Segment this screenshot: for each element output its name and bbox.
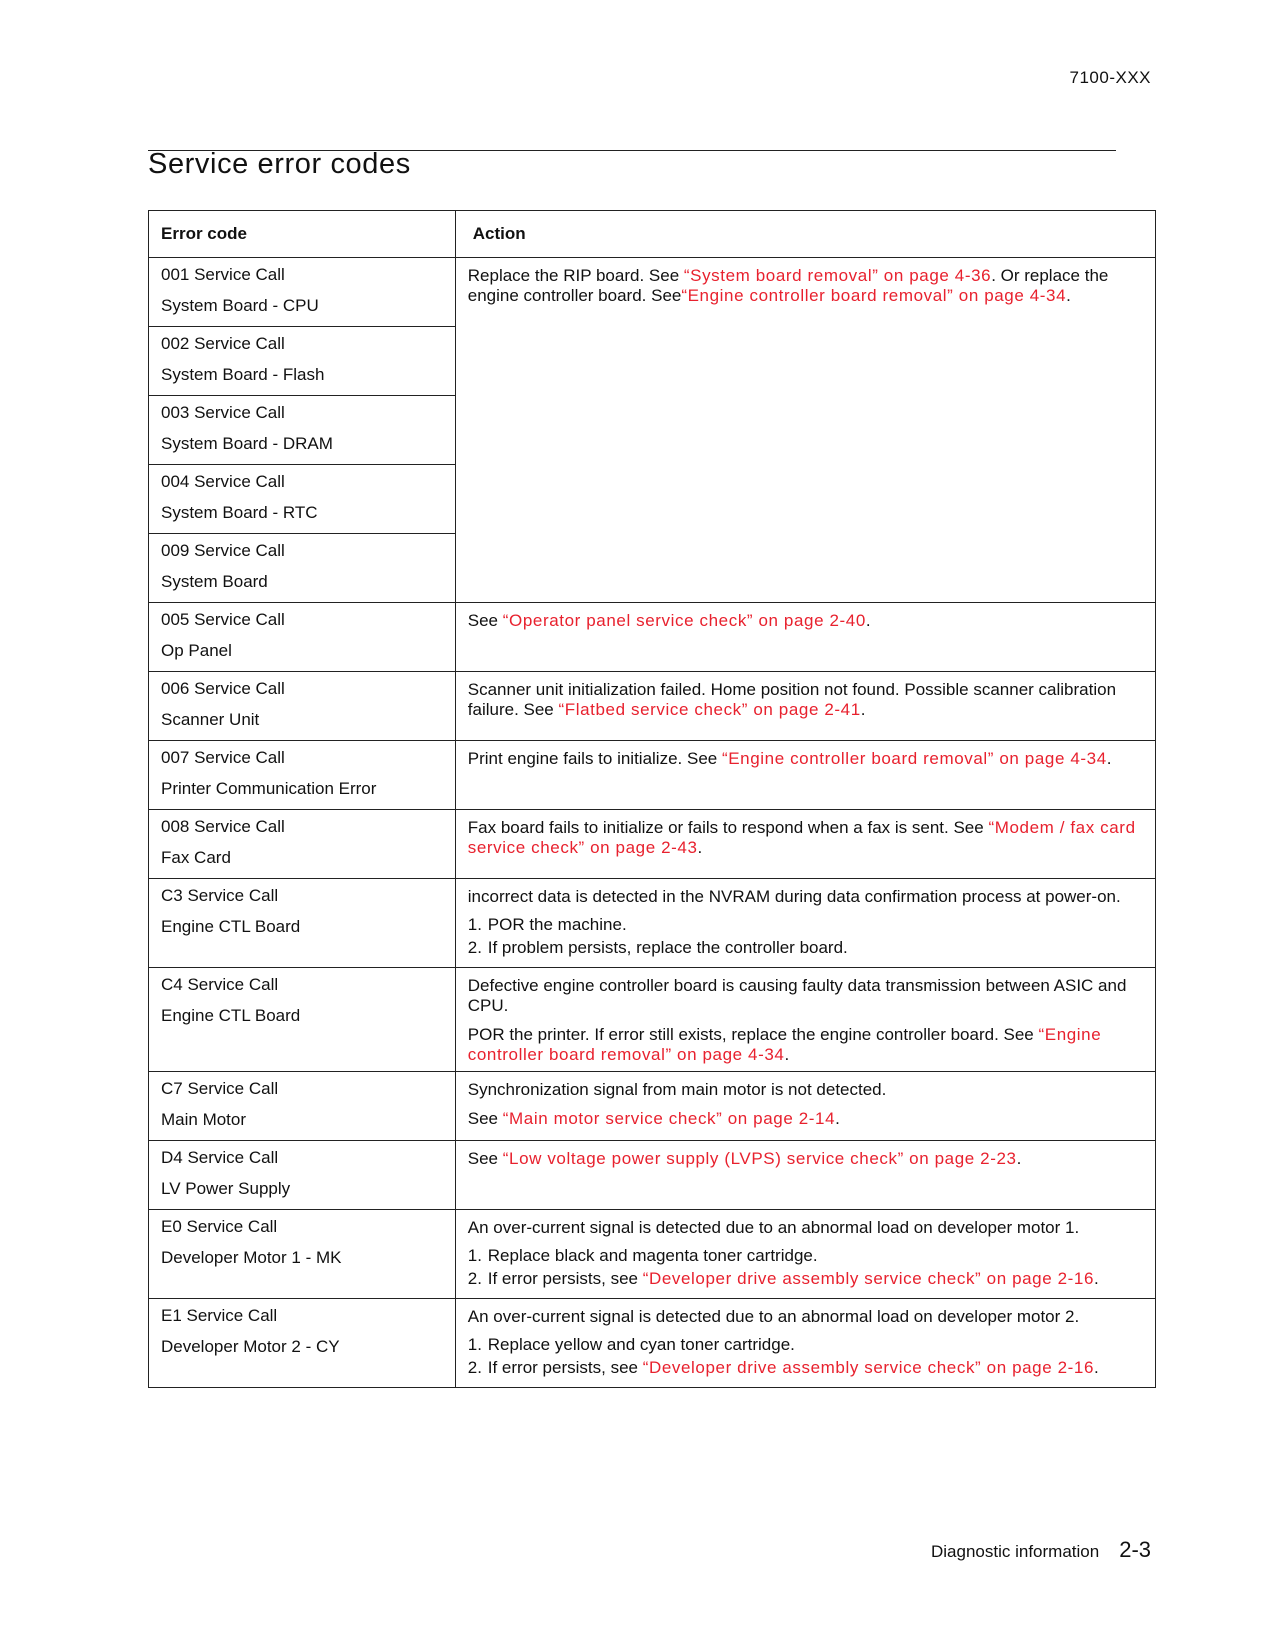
error-component: LV Power Supply [161, 1179, 291, 1198]
action-step [468, 1335, 1143, 1355]
table-body [149, 258, 1156, 1388]
cross-reference-link[interactable]: “Flatbed service check” on page 2-41 [558, 700, 861, 719]
error-code-cell [149, 1210, 456, 1299]
action-text: . [835, 1109, 840, 1128]
step-number: 1. [467, 1246, 482, 1265]
action-text: . [860, 700, 866, 719]
action-text: See [467, 611, 503, 630]
action-text: An over-current signal is detected due to an abnormal load on developer motor 2. [467, 1307, 1080, 1326]
page-title: Service error codes [148, 148, 411, 180]
error-code: C4 Service Call [161, 975, 279, 994]
error-code: 001 Service Call [161, 265, 285, 284]
error-code-cell [149, 879, 456, 968]
action-paragraph [468, 1109, 1143, 1129]
error-code: E1 Service Call [161, 1306, 278, 1325]
error-code-cell [149, 465, 456, 534]
error-code-cell [149, 534, 456, 603]
column-header-error-code: Error code [149, 211, 456, 258]
error-component: Scanner Unit [161, 710, 260, 729]
cross-reference-link[interactable]: “Developer drive assembly service check” on page 2-16 [642, 1358, 1095, 1377]
error-component: Op Panel [161, 641, 232, 660]
action-cell [455, 741, 1155, 810]
error-code-table [148, 210, 1156, 1388]
error-code-cell [149, 968, 456, 1072]
action-text: . [697, 838, 703, 857]
table-row [149, 1141, 1156, 1210]
action-paragraph [468, 887, 1143, 907]
error-component: Engine CTL Board [161, 917, 301, 936]
error-code: D4 Service Call [161, 1148, 279, 1167]
table-row [149, 1299, 1156, 1388]
action-steps [468, 1335, 1143, 1378]
page-footer [931, 1537, 1151, 1563]
action-text: Fax board fails to initialize or fails to respond when a fax is sent. See [467, 818, 989, 837]
error-code-cell [149, 810, 456, 879]
error-code: 008 Service Call [161, 817, 285, 836]
action-cell [455, 879, 1155, 968]
table-row [149, 741, 1156, 810]
error-code-cell [149, 1299, 456, 1388]
error-component: Engine CTL Board [161, 1006, 301, 1025]
page-number: 2-3 [1119, 1537, 1151, 1562]
cross-reference-link[interactable]: “Engine controller board removal” on page 4-34 [721, 749, 1107, 768]
action-text: If error persists, see [487, 1358, 643, 1377]
error-code: C3 Service Call [161, 886, 279, 905]
error-component: Developer Motor 2 - CY [161, 1337, 340, 1356]
error-code: 003 Service Call [161, 403, 285, 422]
step-number: 1. [467, 915, 482, 934]
error-component: System Board - Flash [161, 365, 325, 384]
step-number: 1. [467, 1335, 482, 1354]
error-code-cell [149, 672, 456, 741]
action-paragraph [468, 1080, 1143, 1100]
table-row [149, 672, 1156, 741]
error-code: 004 Service Call [161, 472, 285, 491]
cross-reference-link[interactable]: “Developer drive assembly service check” on page 2-16 [642, 1269, 1095, 1288]
error-code-cell [149, 396, 456, 465]
error-code: 005 Service Call [161, 610, 285, 629]
table-row [149, 258, 1156, 327]
error-code: E0 Service Call [161, 1217, 278, 1236]
action-step [468, 938, 1143, 958]
cross-reference-link[interactable]: “Low voltage power supply (LVPS) service check” on page 2-23 [502, 1149, 1017, 1168]
error-code-cell [149, 603, 456, 672]
table-row [149, 810, 1156, 879]
action-text: . [1016, 1149, 1022, 1168]
action-step [468, 1246, 1143, 1266]
action-paragraph [468, 1025, 1143, 1065]
action-paragraph [468, 680, 1143, 720]
action-cell [455, 810, 1155, 879]
action-cell [455, 1210, 1155, 1299]
action-step [468, 1269, 1143, 1289]
error-code-cell [149, 1141, 456, 1210]
action-text: POR the printer. If error still exists, replace the engine controller board. See [467, 1025, 1039, 1044]
error-code-cell [149, 327, 456, 396]
action-text: . [1066, 286, 1071, 305]
error-component: Main Motor [161, 1110, 247, 1129]
error-code-cell [149, 258, 456, 327]
action-cell [455, 603, 1155, 672]
error-component: Printer Communication Error [161, 779, 377, 798]
cross-reference-link[interactable]: “System board removal” on page 4-36 [683, 266, 992, 285]
action-text: Defective engine controller board is causing faulty data transmission between ASIC and CPU. [467, 976, 1127, 1015]
table-row [149, 603, 1156, 672]
action-text: Print engine fails to initialize. See [467, 749, 722, 768]
error-code-cell [149, 1072, 456, 1141]
action-step [468, 915, 1143, 935]
cross-reference-link[interactable]: “Engine controller board removal” on page 4-34 [681, 286, 1067, 305]
step-number: 2. [467, 1358, 482, 1377]
error-code: 009 Service Call [161, 541, 285, 560]
action-paragraph [468, 1218, 1143, 1238]
action-paragraph [468, 1149, 1143, 1169]
table-header-row [149, 211, 1156, 258]
error-code-cell [149, 741, 456, 810]
action-text: . [1106, 749, 1112, 768]
table-row [149, 1072, 1156, 1141]
error-code: C7 Service Call [161, 1079, 279, 1098]
error-code: 006 Service Call [161, 679, 285, 698]
action-text: An over-current signal is detected due to an abnormal load on developer motor 1. [467, 1218, 1080, 1237]
action-paragraph [468, 818, 1143, 858]
action-step [468, 1358, 1143, 1378]
action-text: . [784, 1045, 790, 1064]
action-text: Synchronization signal from main motor is not detected. [467, 1080, 887, 1099]
action-text: See [467, 1149, 503, 1168]
action-text: . Or replace the engine controller board. See [467, 266, 1109, 305]
action-text: Replace yellow and cyan toner cartridge. [487, 1335, 795, 1354]
step-number: 2. [467, 938, 482, 957]
error-component: Fax Card [161, 848, 231, 867]
action-cell [455, 672, 1155, 741]
action-text: See [467, 1109, 503, 1128]
action-text: If error persists, see [487, 1269, 643, 1288]
error-code: 002 Service Call [161, 334, 285, 353]
action-paragraph [468, 266, 1143, 306]
model-number: 7100-XXX [1069, 68, 1151, 87]
action-paragraph [468, 1307, 1143, 1327]
cross-reference-link[interactable]: “Engine controller board removal” on page 4-34 [467, 1025, 1102, 1064]
action-text: . [1094, 1358, 1099, 1377]
action-paragraph [468, 749, 1143, 769]
action-cell [455, 1141, 1155, 1210]
error-component: System Board - RTC [161, 503, 318, 522]
table-row [149, 968, 1156, 1072]
table-row [149, 879, 1156, 968]
action-text: If problem persists, replace the controller board. [487, 938, 848, 957]
action-text: . [1094, 1269, 1099, 1288]
error-component: System Board - DRAM [161, 434, 333, 453]
table-row [149, 1210, 1156, 1299]
action-steps [468, 1246, 1143, 1289]
action-text: . [865, 611, 871, 630]
step-number: 2. [467, 1269, 482, 1288]
action-text: incorrect data is detected in the NVRAM during data confirmation process at power-on. [467, 887, 1121, 906]
action-steps [468, 915, 1143, 958]
action-paragraph [468, 611, 1143, 631]
action-cell [455, 258, 1155, 603]
column-header-action: Action [455, 211, 1155, 258]
action-cell [455, 1072, 1155, 1141]
action-cell [455, 1299, 1155, 1388]
cross-reference-link[interactable]: “Modem / fax card service check” on page 2-43 [467, 818, 1136, 857]
action-text: POR the machine. [487, 915, 627, 934]
cross-reference-link[interactable]: “Main motor service check” on page 2-14 [502, 1109, 836, 1128]
error-component: System Board - CPU [161, 296, 319, 315]
action-text: Replace the RIP board. See [467, 266, 684, 285]
error-component: Developer Motor 1 - MK [161, 1248, 342, 1267]
action-cell [455, 968, 1155, 1072]
footer-section: Diagnostic information [931, 1542, 1100, 1561]
error-component: System Board [161, 572, 268, 591]
action-text: Replace black and magenta toner cartridge. [487, 1246, 818, 1265]
error-code: 007 Service Call [161, 748, 285, 767]
action-paragraph [468, 976, 1143, 1016]
action-text: Scanner unit initialization failed. Home position not found. Possible scanner calibration failure. See [467, 680, 1117, 719]
cross-reference-link[interactable]: “Operator panel service check” on page 2-40 [502, 611, 866, 630]
